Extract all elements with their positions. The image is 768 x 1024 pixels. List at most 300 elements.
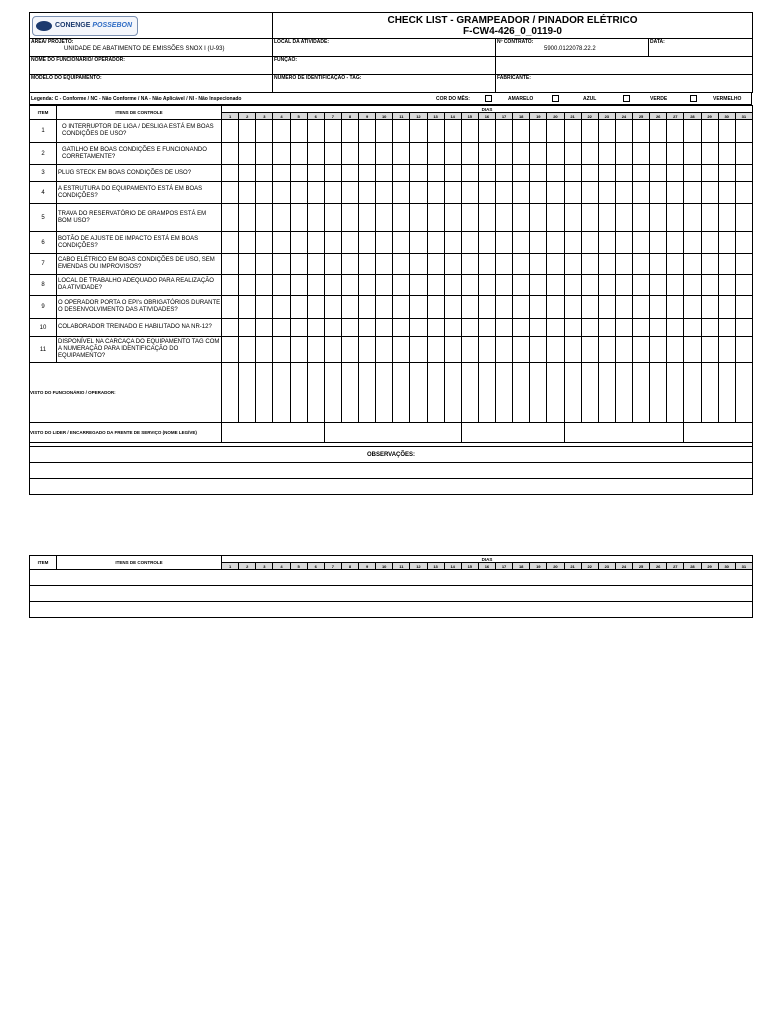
day-cell[interactable] [701,120,718,143]
day-cell[interactable] [547,232,564,254]
day-cell[interactable] [324,296,341,319]
day-cell[interactable] [427,165,444,182]
day-cell[interactable] [718,165,735,182]
day-cell[interactable] [633,296,650,319]
blank-row[interactable] [30,570,753,586]
day-cell[interactable] [410,275,427,296]
day-cell[interactable] [718,182,735,204]
day-cell[interactable] [307,204,324,232]
day-cell[interactable] [650,182,667,204]
day-cell[interactable] [701,319,718,337]
day-cell[interactable] [615,165,632,182]
day-cell[interactable] [324,120,341,143]
day-cell[interactable] [513,254,530,275]
day-cell[interactable] [530,296,547,319]
day-cell[interactable] [530,319,547,337]
day-cell[interactable] [496,254,513,275]
day-cell[interactable] [341,337,358,363]
day-cell[interactable] [307,232,324,254]
day-cell[interactable] [359,319,376,337]
day-cell[interactable] [273,296,290,319]
signature-cell[interactable] [393,363,410,423]
day-cell[interactable] [461,143,478,165]
day-cell[interactable] [633,165,650,182]
day-cell[interactable] [547,296,564,319]
day-cell[interactable] [496,120,513,143]
day-cell[interactable] [290,319,307,337]
day-cell[interactable] [341,204,358,232]
day-cell[interactable] [222,275,239,296]
day-cell[interactable] [478,319,495,337]
day-cell[interactable] [239,232,256,254]
day-cell[interactable] [393,254,410,275]
day-cell[interactable] [376,337,393,363]
day-cell[interactable] [513,182,530,204]
day-cell[interactable] [359,232,376,254]
day-cell[interactable] [273,143,290,165]
day-cell[interactable] [547,165,564,182]
day-cell[interactable] [393,182,410,204]
day-cell[interactable] [650,232,667,254]
day-cell[interactable] [684,204,701,232]
day-cell[interactable] [478,275,495,296]
day-cell[interactable] [273,337,290,363]
day-cell[interactable] [701,182,718,204]
day-cell[interactable] [496,275,513,296]
day-cell[interactable] [581,319,598,337]
day-cell[interactable] [461,165,478,182]
day-cell[interactable] [581,337,598,363]
day-cell[interactable] [341,120,358,143]
day-cell[interactable] [564,120,581,143]
day-cell[interactable] [410,120,427,143]
signature-cell[interactable] [564,363,581,423]
day-cell[interactable] [393,232,410,254]
day-cell[interactable] [376,143,393,165]
day-cell[interactable] [718,204,735,232]
day-cell[interactable] [239,275,256,296]
day-cell[interactable] [718,337,735,363]
day-cell[interactable] [667,182,684,204]
lider-signature-cell[interactable] [222,423,325,443]
day-cell[interactable] [615,337,632,363]
day-cell[interactable] [256,165,273,182]
day-cell[interactable] [684,337,701,363]
day-cell[interactable] [359,296,376,319]
observacoes-line[interactable] [30,479,753,495]
day-cell[interactable] [547,275,564,296]
day-cell[interactable] [650,120,667,143]
day-cell[interactable] [530,165,547,182]
day-cell[interactable] [256,182,273,204]
day-cell[interactable] [410,254,427,275]
day-cell[interactable] [615,296,632,319]
day-cell[interactable] [222,182,239,204]
day-cell[interactable] [273,232,290,254]
day-cell[interactable] [513,232,530,254]
day-cell[interactable] [530,143,547,165]
day-cell[interactable] [307,120,324,143]
day-cell[interactable] [581,296,598,319]
day-cell[interactable] [598,275,615,296]
signature-cell[interactable] [256,363,273,423]
day-cell[interactable] [667,319,684,337]
day-cell[interactable] [273,204,290,232]
day-cell[interactable] [393,319,410,337]
day-cell[interactable] [667,120,684,143]
day-cell[interactable] [581,182,598,204]
day-cell[interactable] [444,232,461,254]
day-cell[interactable] [427,254,444,275]
day-cell[interactable] [239,165,256,182]
day-cell[interactable] [393,275,410,296]
day-cell[interactable] [718,319,735,337]
day-cell[interactable] [376,165,393,182]
day-cell[interactable] [513,319,530,337]
day-cell[interactable] [324,275,341,296]
day-cell[interactable] [239,204,256,232]
day-cell[interactable] [359,120,376,143]
day-cell[interactable] [718,232,735,254]
day-cell[interactable] [615,232,632,254]
day-cell[interactable] [307,319,324,337]
day-cell[interactable] [701,204,718,232]
day-cell[interactable] [461,232,478,254]
lider-signature-cell[interactable] [684,423,753,443]
day-cell[interactable] [598,120,615,143]
signature-cell[interactable] [513,363,530,423]
day-cell[interactable] [564,275,581,296]
lider-signature-cell[interactable] [564,423,684,443]
day-cell[interactable] [427,120,444,143]
day-cell[interactable] [393,120,410,143]
signature-cell[interactable] [718,363,735,423]
day-cell[interactable] [547,337,564,363]
day-cell[interactable] [307,182,324,204]
day-cell[interactable] [564,165,581,182]
day-cell[interactable] [444,182,461,204]
day-cell[interactable] [598,296,615,319]
day-cell[interactable] [290,296,307,319]
day-cell[interactable] [290,120,307,143]
day-cell[interactable] [461,120,478,143]
day-cell[interactable] [444,319,461,337]
day-cell[interactable] [496,319,513,337]
modelo-field[interactable] [30,75,273,93]
day-cell[interactable] [324,182,341,204]
signature-cell[interactable] [324,363,341,423]
day-cell[interactable] [273,254,290,275]
day-cell[interactable] [598,337,615,363]
signature-cell[interactable] [222,363,239,423]
day-cell[interactable] [410,296,427,319]
day-cell[interactable] [684,120,701,143]
day-cell[interactable] [513,120,530,143]
day-cell[interactable] [324,165,341,182]
day-cell[interactable] [513,296,530,319]
signature-cell[interactable] [667,363,684,423]
signature-cell[interactable] [444,363,461,423]
contrato-field[interactable] [496,39,649,57]
day-cell[interactable] [735,254,752,275]
day-cell[interactable] [427,319,444,337]
day-cell[interactable] [222,143,239,165]
day-cell[interactable] [581,275,598,296]
day-cell[interactable] [376,182,393,204]
day-cell[interactable] [307,296,324,319]
blank-row[interactable] [30,586,753,602]
day-cell[interactable] [376,232,393,254]
day-cell[interactable] [307,143,324,165]
day-cell[interactable] [496,337,513,363]
area-field[interactable] [30,39,273,57]
funcionario-field[interactable] [30,57,273,75]
signature-cell[interactable] [341,363,358,423]
signature-cell[interactable] [496,363,513,423]
day-cell[interactable] [341,143,358,165]
day-cell[interactable] [513,275,530,296]
day-cell[interactable] [256,296,273,319]
day-cell[interactable] [427,143,444,165]
day-cell[interactable] [718,120,735,143]
signature-cell[interactable] [427,363,444,423]
signature-cell[interactable] [633,363,650,423]
day-cell[interactable] [530,337,547,363]
day-cell[interactable] [427,296,444,319]
day-cell[interactable] [615,254,632,275]
day-cell[interactable] [393,143,410,165]
day-cell[interactable] [256,120,273,143]
day-cell[interactable] [341,296,358,319]
day-cell[interactable] [461,319,478,337]
day-cell[interactable] [684,143,701,165]
day-cell[interactable] [684,232,701,254]
day-cell[interactable] [701,275,718,296]
day-cell[interactable] [735,296,752,319]
day-cell[interactable] [650,204,667,232]
day-cell[interactable] [307,275,324,296]
signature-cell[interactable] [359,363,376,423]
day-cell[interactable] [324,337,341,363]
day-cell[interactable] [478,296,495,319]
day-cell[interactable] [547,120,564,143]
day-cell[interactable] [410,143,427,165]
day-cell[interactable] [650,165,667,182]
day-cell[interactable] [615,182,632,204]
day-cell[interactable] [410,182,427,204]
day-cell[interactable] [735,319,752,337]
day-cell[interactable] [461,254,478,275]
day-cell[interactable] [239,182,256,204]
signature-cell[interactable] [478,363,495,423]
day-cell[interactable] [376,319,393,337]
day-cell[interactable] [564,204,581,232]
day-cell[interactable] [735,182,752,204]
day-cell[interactable] [513,143,530,165]
day-cell[interactable] [633,143,650,165]
day-cell[interactable] [581,204,598,232]
day-cell[interactable] [290,182,307,204]
day-cell[interactable] [530,204,547,232]
day-cell[interactable] [701,296,718,319]
day-cell[interactable] [718,275,735,296]
day-cell[interactable] [273,120,290,143]
day-cell[interactable] [564,182,581,204]
day-cell[interactable] [359,337,376,363]
day-cell[interactable] [547,204,564,232]
day-cell[interactable] [633,120,650,143]
day-cell[interactable] [376,275,393,296]
day-cell[interactable] [307,254,324,275]
day-cell[interactable] [615,204,632,232]
data-field[interactable] [649,39,753,57]
day-cell[interactable] [341,165,358,182]
day-cell[interactable] [478,337,495,363]
day-cell[interactable] [222,204,239,232]
day-cell[interactable] [530,182,547,204]
day-cell[interactable] [256,337,273,363]
color-checkbox-4[interactable] [690,95,697,102]
day-cell[interactable] [735,143,752,165]
color-checkbox-1[interactable] [485,95,492,102]
day-cell[interactable] [496,165,513,182]
day-cell[interactable] [461,296,478,319]
day-cell[interactable] [701,254,718,275]
day-cell[interactable] [273,182,290,204]
day-cell[interactable] [256,232,273,254]
day-cell[interactable] [684,319,701,337]
day-cell[interactable] [650,337,667,363]
signature-cell[interactable] [684,363,701,423]
day-cell[interactable] [598,204,615,232]
day-cell[interactable] [478,254,495,275]
signature-cell[interactable] [701,363,718,423]
day-cell[interactable] [222,337,239,363]
day-cell[interactable] [410,165,427,182]
day-cell[interactable] [444,296,461,319]
day-cell[interactable] [547,143,564,165]
day-cell[interactable] [427,232,444,254]
day-cell[interactable] [341,232,358,254]
day-cell[interactable] [633,319,650,337]
day-cell[interactable] [359,165,376,182]
day-cell[interactable] [444,275,461,296]
day-cell[interactable] [239,319,256,337]
day-cell[interactable] [410,337,427,363]
day-cell[interactable] [530,275,547,296]
day-cell[interactable] [581,120,598,143]
day-cell[interactable] [273,275,290,296]
day-cell[interactable] [376,204,393,232]
day-cell[interactable] [547,254,564,275]
day-cell[interactable] [290,143,307,165]
day-cell[interactable] [239,337,256,363]
day-cell[interactable] [701,337,718,363]
day-cell[interactable] [650,254,667,275]
signature-cell[interactable] [410,363,427,423]
signature-cell[interactable] [239,363,256,423]
day-cell[interactable] [667,254,684,275]
fabricante-field[interactable] [496,75,753,93]
day-cell[interactable] [461,182,478,204]
signature-cell[interactable] [735,363,752,423]
lider-signature-cell[interactable] [324,423,461,443]
day-cell[interactable] [393,337,410,363]
signature-cell[interactable] [547,363,564,423]
day-cell[interactable] [290,165,307,182]
day-cell[interactable] [564,254,581,275]
signature-cell[interactable] [581,363,598,423]
day-cell[interactable] [718,296,735,319]
day-cell[interactable] [341,275,358,296]
day-cell[interactable] [444,165,461,182]
day-cell[interactable] [581,254,598,275]
day-cell[interactable] [359,143,376,165]
day-cell[interactable] [684,296,701,319]
day-cell[interactable] [290,275,307,296]
day-cell[interactable] [461,337,478,363]
day-cell[interactable] [735,232,752,254]
day-cell[interactable] [598,143,615,165]
day-cell[interactable] [222,254,239,275]
day-cell[interactable] [427,204,444,232]
day-cell[interactable] [735,337,752,363]
day-cell[interactable] [564,296,581,319]
day-cell[interactable] [478,182,495,204]
day-cell[interactable] [598,232,615,254]
day-cell[interactable] [478,143,495,165]
funcao-field[interactable] [273,57,496,75]
day-cell[interactable] [444,204,461,232]
day-cell[interactable] [667,143,684,165]
day-cell[interactable] [701,232,718,254]
day-cell[interactable] [581,143,598,165]
day-cell[interactable] [478,120,495,143]
day-cell[interactable] [496,204,513,232]
tag-field[interactable] [273,75,496,93]
day-cell[interactable] [650,296,667,319]
day-cell[interactable] [684,182,701,204]
day-cell[interactable] [615,120,632,143]
day-cell[interactable] [341,182,358,204]
day-cell[interactable] [393,204,410,232]
day-cell[interactable] [239,143,256,165]
day-cell[interactable] [222,319,239,337]
day-cell[interactable] [256,143,273,165]
day-cell[interactable] [427,337,444,363]
day-cell[interactable] [324,319,341,337]
day-cell[interactable] [530,232,547,254]
day-cell[interactable] [633,232,650,254]
day-cell[interactable] [633,275,650,296]
day-cell[interactable] [496,143,513,165]
blank-row[interactable] [30,602,753,618]
day-cell[interactable] [444,337,461,363]
day-cell[interactable] [478,232,495,254]
day-cell[interactable] [256,275,273,296]
day-cell[interactable] [667,296,684,319]
day-cell[interactable] [513,165,530,182]
day-cell[interactable] [324,254,341,275]
day-cell[interactable] [359,275,376,296]
day-cell[interactable] [667,165,684,182]
day-cell[interactable] [650,143,667,165]
day-cell[interactable] [581,232,598,254]
day-cell[interactable] [598,165,615,182]
day-cell[interactable] [564,143,581,165]
day-cell[interactable] [478,165,495,182]
day-cell[interactable] [701,143,718,165]
